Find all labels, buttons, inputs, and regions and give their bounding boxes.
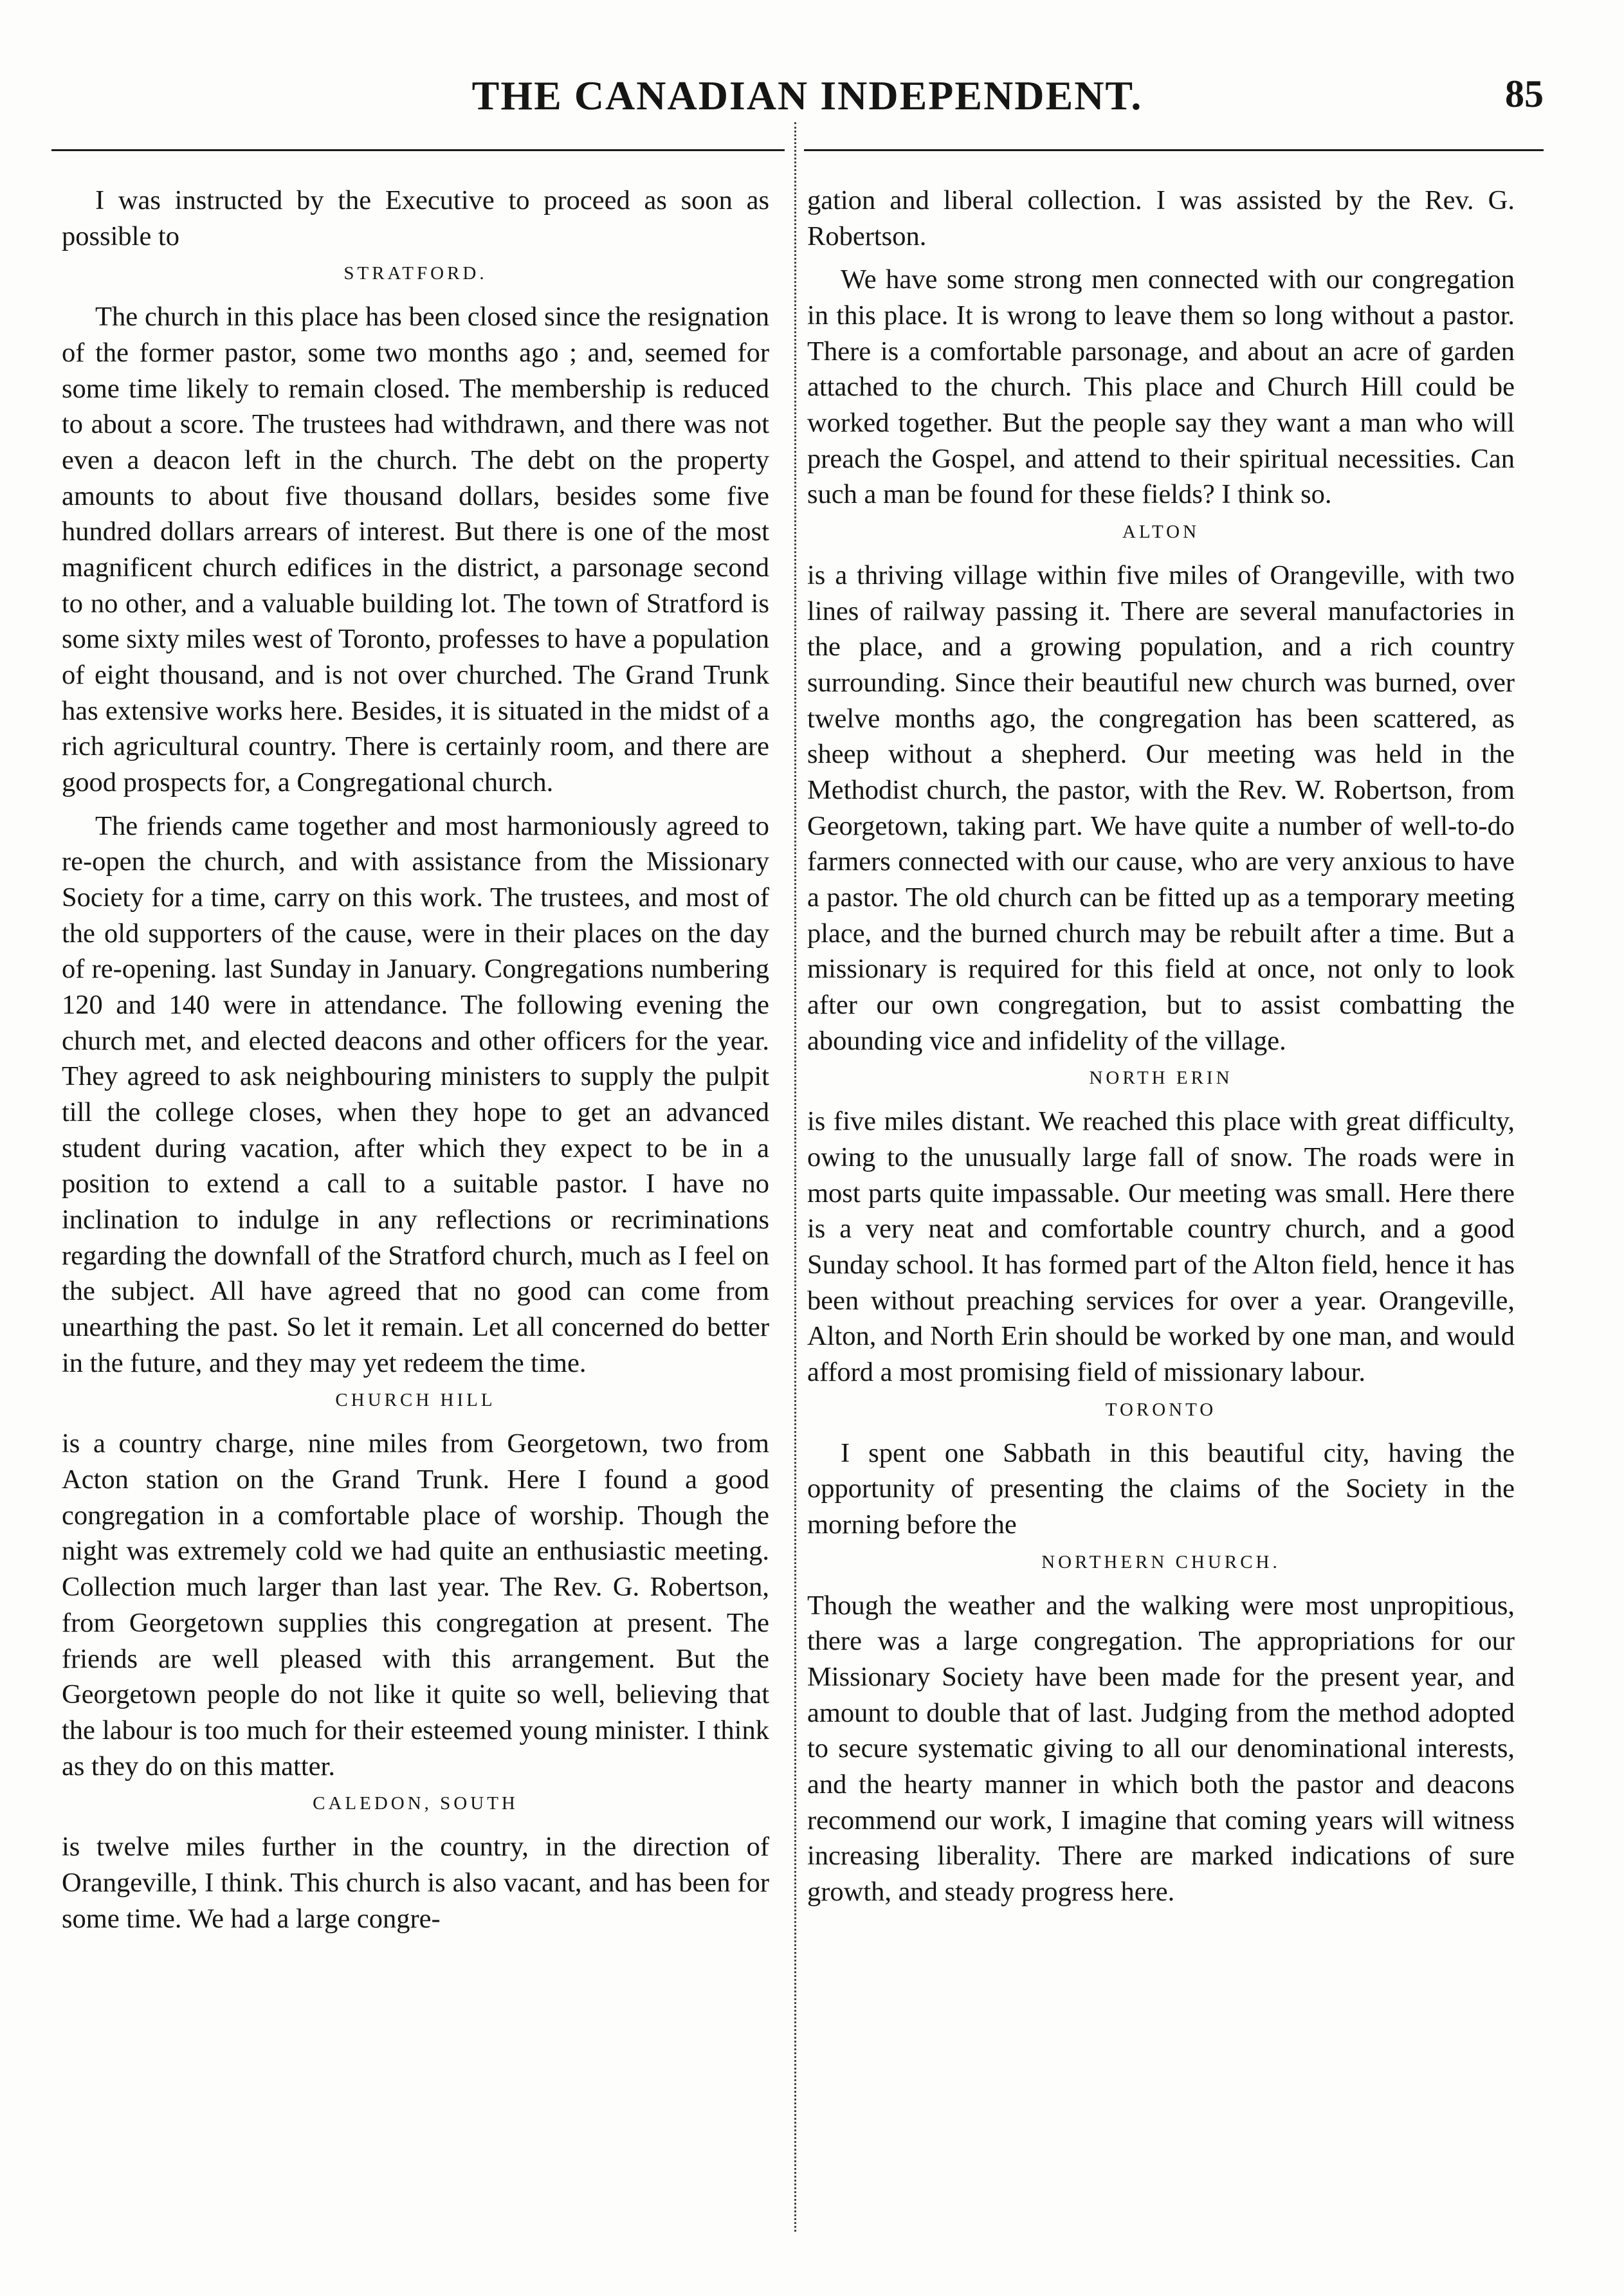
header-rule-left xyxy=(51,149,785,151)
stratford-paragraph-2: The friends came together and most harmoniously agreed to re-open the church, and with assistance from the Missionary Society for a time, carry on this work. The trustees, and most of the old supporters of the cause, were in their places on the day of re-opening. last Sunday in January. Congregations numbering 120 and 140 were in attendance. The following evening the church met, and elected deacons and other officers for the year. They agreed to ask neighbouring ministers to supply the pulpit till the college closes, when they hope to get an advanced student during vacation, after which they expect to be in a position to extend a call to a suitable pastor. I have no inclination to indulge in any reflections or recriminations regarding the downfall of the Stratford church, much as I feel on the subject. All have agreed that no good can come from unearthing the past. So let it remain. Let all concerned do better in the future, and they may yet redeem the time. xyxy=(62,810,769,1378)
journal-title: THE CANADIAN INDEPENDENT. xyxy=(471,73,1143,118)
left-column xyxy=(62,183,769,1944)
north-erin-paragraph: is five miles distant. We reached this place with great difficulty, owing to the unusually large fall of snow. The roads were in most parts quite impassable. Our meeting was small. Here there is a very neat and comfortable country church, and a good Sunday school. It has formed part of the Alton field, hence it has been without preaching services for over a year. Orangeville, Alton, and North Erin should be worked by one man, and would afford a most promising field of missionary labour. xyxy=(807,1106,1515,1388)
stratford-paragraph-1: The church in this place has been closed since the resignation of the former pastor, some two months ago ; and, seemed for some time likely to remain closed. The membership is reduced to about a score. The trustees had withdrawn, and there was not even a deacon left in the church. The debt on the property amounts to about five thousand dollars, besides some five hundred dollars arrears of interest. But there is one of the most magnificent church edifices in the district, a parsonage second to no other, and a valuable building lot. The town of Stratford is some sixty miles west of Toronto, professes to have a population of eight thousand, and is not over churched. The Grand Trunk has extensive works here. Besides, it is situated in the midst of a rich agricultural country. There is certainly room, and there are good prospects for, a Congregational church. xyxy=(62,302,769,798)
section-heading-church-hill: CHURCH HILL xyxy=(335,1390,496,1411)
caledon-continued-paragraph-2: We have some strong men connected with our congregation in this place. It is wrong to leave them so long without a pastor. There is a comfortable parsonage, and about an acre of garden attached to the church. This place and Church Hill could be worked together. But the people say they want a man who will preach the Gospel, and attend to their spiritual necessities. Can such a man be found for these fields? I think so. xyxy=(807,264,1515,510)
section-heading-stratford: STRATFORD. xyxy=(343,263,488,284)
toronto-paragraph: I spent one Sabbath in this beautiful city, having the opportunity of presenting the claims of the Society in the morning before the xyxy=(807,1437,1515,1540)
section-heading-toronto: TORONTO xyxy=(1105,1399,1217,1420)
section-heading-northern-church: NORTHERN CHURCH. xyxy=(1041,1551,1281,1572)
running-head xyxy=(71,64,1544,135)
section-heading-north-erin: NORTH ERIN xyxy=(1089,1068,1233,1089)
caledon-paragraph: is twelve miles further in the country, in the direction of Orangeville, I think. This church is also vacant, and has been for some time. We had a large congre- xyxy=(62,1832,769,1934)
alton-paragraph: is a thriving village within five miles of Orangeville, with two lines of railway passing it. There are several manufactories in the place, and a growing population, and a rich country surrounding. Since their beautiful new church was burned, over twelve months ago, the congregation has been scattered, as sheep without a shepherd. Our meeting was held in the Methodist church, the pastor, with the Rev. W. Robertson, from Georgetown, taking part. We have quite a number of well-to-do farmers connected with our cause, who are very anxious to have a pastor. The old church can be fitted up as a temporary meeting place, and the burned church may be rebuilt after a time. But a missionary is required for this field at once, not only to look after our own congregation, but to assist combatting the abounding vice and infidelity of the village. xyxy=(807,560,1515,1056)
right-column xyxy=(807,183,1515,1918)
intro-paragraph: I was instructed by the Executive to proceed as soon as possible to xyxy=(62,185,769,251)
caledon-continued-paragraph-1: gation and liberal collection. I was assisted by the Rev. G. Robertson. xyxy=(807,185,1515,251)
column-divider xyxy=(794,122,796,2232)
page-number: 85 xyxy=(1505,73,1544,115)
section-heading-alton: ALTON xyxy=(1122,522,1200,543)
section-heading-caledon-south: CALEDON, SOUTH xyxy=(313,1793,518,1814)
northern-church-paragraph: Though the weather and the walking were most unpropitious, there was a large congregation. The appropriations for our Missionary Society have been made for the present year, and amount to double that of last. Judging from the method adopted to secure systematic giving to all our denominational interests, and the hearty manner in which both the pastor and deacons recommend our work, I imagine that coming years will witness increasing liberality. There are marked indications of sure growth, and steady progress here. xyxy=(807,1590,1515,1908)
church-hill-paragraph: is a country charge, nine miles from Georgetown, two from Acton station on the Grand Trunk. Here I found a good congregation in a comfortable place of worship. Though the night was extremely cold we had quite an enthusiastic meeting. Collection much larger than last year. The Rev. G. Robertson, from Georgetown supplies this congregation at present. The friends are well pleased with this arrangement. But the Georgetown people do not like it quite so well, believing that the labour is too much for their esteemed young minister. I think as they do on this matter. xyxy=(62,1428,769,1781)
header-rule-right xyxy=(804,149,1544,151)
